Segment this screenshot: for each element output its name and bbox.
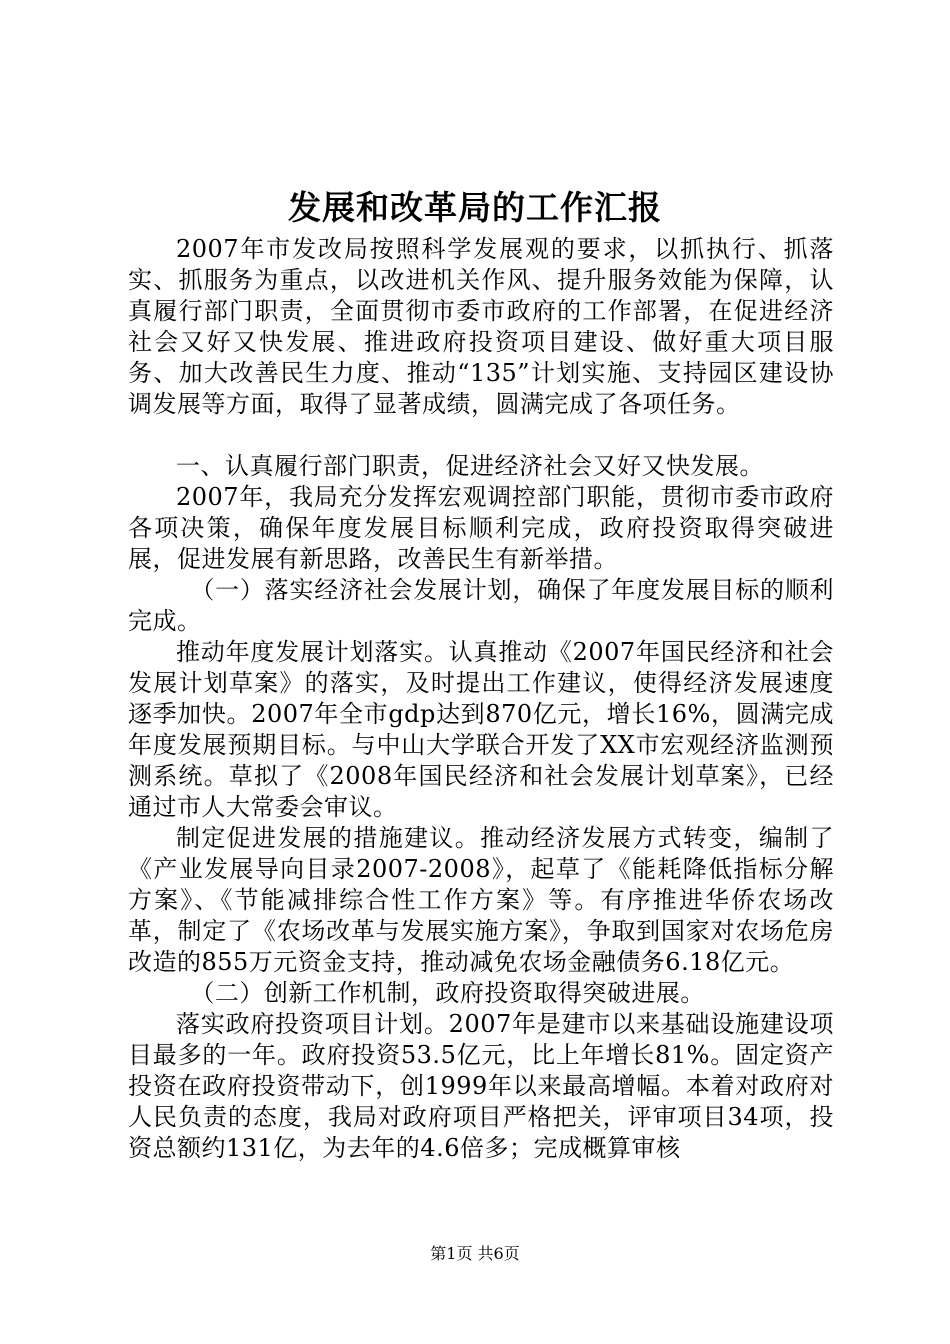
subsection-heading-2: （二）创新工作机制，政府投资取得突破进展。 bbox=[190, 979, 705, 1007]
document-title: 发展和改革局的工作汇报 bbox=[288, 188, 662, 227]
intro-paragraph: 2007年市发改局按照科学发展观的要求，以抓执行、抓落实、抓服务为重点，以改进机关作风、提升服务效能为保障，认真履行部门职责，全面贯彻市委市政府的工作部署，在促进经济社会又好又快发展、推进政府投资项目建设、做好重大项目服务、加大改善民生力度、推动“135”计划实施、支持园区建设协调发展等方面，取得了显著成绩，圆满完成了各项任务。 bbox=[128, 235, 834, 418]
subsection-2-paragraph-1: 落实政府投资项目计划。2007年是建市以来基础设施建设项目最多的一年。政府投资53.5亿元，比上年增长81%。固定资产投资在政府投资带动下，创1999年以来最高增幅。本着对政府对人民负责的态度，我局对政府项目严格把关，评审项目34项，投资总额约131亿，为去年的4.6倍多；完成概算审核 bbox=[128, 1010, 834, 1162]
subsection-heading-1: （一）落实经济社会发展计划，确保了年度发展目标的顺利完成。 bbox=[128, 576, 834, 635]
section-heading-1: 一、认真履行部门职责，促进经济社会又好又快发展。 bbox=[176, 452, 764, 480]
document-body bbox=[128, 234, 834, 1164]
subsection-1-paragraph-2: 制定促进发展的措施建议。推动经济发展方式转变，编制了《产业发展导向目录2007-2008》，起草了《能耗降低指标分解方案》、《节能减排综合性工作方案》等。有序推进华侨农场改革，制定了《农场改革与发展实施方案》，争取到国家对农场危房改造的855万元资金支持，推动减免农场金融债务6.18亿元。 bbox=[128, 824, 834, 976]
subsection-1-paragraph-1: 推动年度发展计划落实。认真推动《2007年国民经济和社会发展计划草案》的落实，及时提出工作建议，使得经济发展速度逐季加快。2007年全市gdp达到870亿元，增长16%，圆满完成年度发展预期目标。与中山大学联合开发了XX市宏观经济监测预测系统。草拟了《2008年国民经济和社会发展计划草案》，已经通过市人大常委会审议。 bbox=[128, 638, 834, 821]
page-number-footer: 第1页 共6页 bbox=[430, 1244, 520, 1263]
section-1-paragraph: 2007年，我局充分发挥宏观调控部门职能，贯彻市委市政府各项决策，确保年度发展目标顺利完成，政府投资取得突破进展，促进发展有新思路，改善民生有新举措。 bbox=[128, 483, 834, 573]
